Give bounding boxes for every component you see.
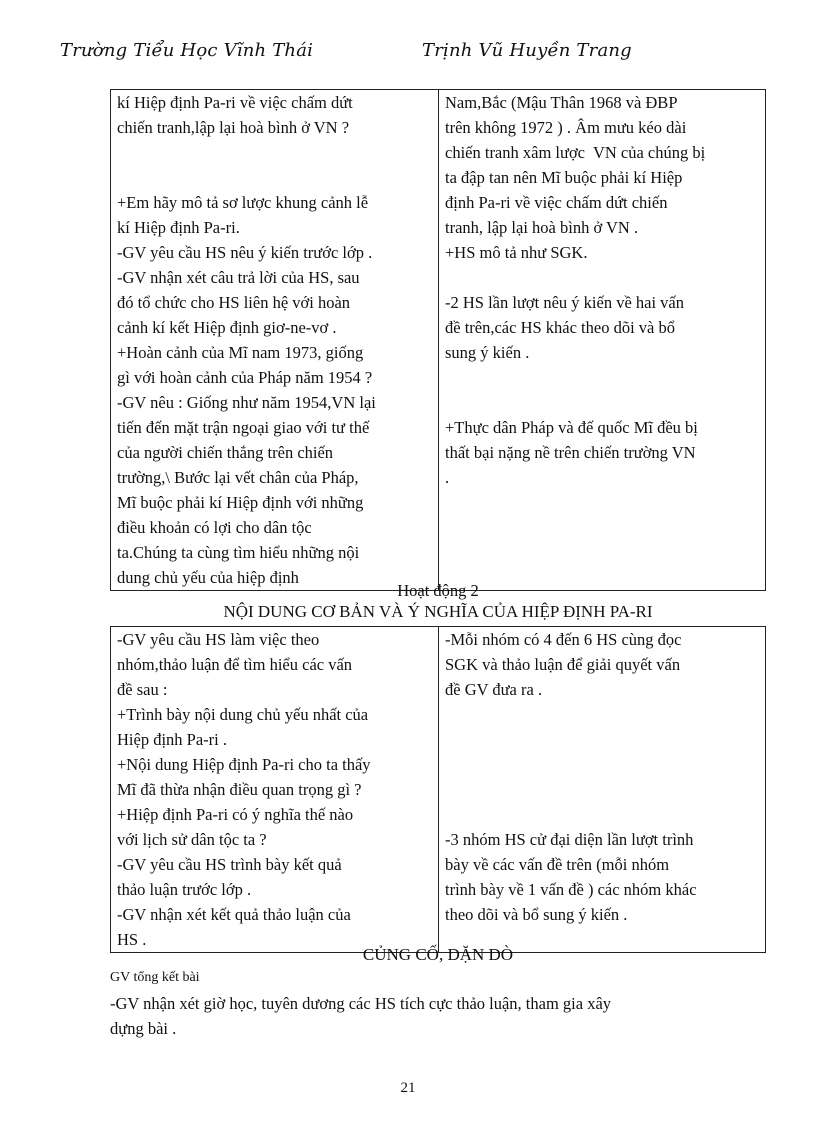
student-column xyxy=(439,90,766,591)
closing-remarks xyxy=(110,991,770,1041)
text-line: điều khoản có lợi cho dân tộc xyxy=(117,518,312,537)
summary-label: GV tổng kết bài xyxy=(110,970,200,985)
text-line: SGK và thảo luận để giải quyết vấn xyxy=(445,655,681,674)
text-line: đề GV đưa ra . xyxy=(445,680,543,699)
text-line: tiến đến mặt trận ngoại giao với tư thế xyxy=(117,418,370,437)
text-line: chiến tranh xâm lược VN của chúng bị xyxy=(445,143,706,162)
text-line: tranh, lập lại hoà bình ở VN . xyxy=(445,218,639,237)
text-line: đề sau : xyxy=(117,680,168,699)
text-line: Mĩ đã thừa nhận điều quan trọng gì ? xyxy=(117,780,362,799)
text-line: -GV yêu cầu HS nêu ý kiến trước lớp . xyxy=(117,243,373,262)
school-name: Trường Tiểu Học Vĩnh Thái xyxy=(60,40,314,61)
text-line: định Pa-ri về việc chấm dứt chiến xyxy=(445,193,668,212)
text-line: ta.Chúng ta cùng tìm hiểu những nội xyxy=(117,543,360,562)
text-line: dựng bài . xyxy=(110,1019,177,1038)
page-number: 21 xyxy=(400,1080,416,1096)
activity-label: Hoạt động 2 xyxy=(397,581,479,600)
text-line: -2 HS lần lượt nêu ý kiến về hai vấn xyxy=(445,293,684,312)
text-line: . xyxy=(445,468,450,487)
text-line: theo dõi và bổ sung ý kiến . xyxy=(445,905,628,924)
text-line: đó tổ chức cho HS liên hệ với hoàn xyxy=(117,293,351,312)
text-line: trên không 1972 ) . Âm mưu kéo dài xyxy=(445,118,687,137)
text-line: sung ý kiến . xyxy=(445,343,530,362)
text-line: nhóm,thảo luận để tìm hiểu các vấn xyxy=(117,655,353,674)
summary-title: CỦNG CỐ, DẶN DÒ xyxy=(362,945,514,964)
text-line: Nam,Bắc (Mậu Thân 1968 và ĐBP xyxy=(445,93,678,112)
activity-title: NỘI DUNG CƠ BẢN VÀ Ý NGHĨA CỦA HIỆP ĐỊNH PA-RI xyxy=(223,602,653,621)
text-line: +Nội dung Hiệp định Pa-ri cho ta thấy xyxy=(117,755,371,774)
text-line xyxy=(445,365,759,390)
activity-1-table xyxy=(110,89,766,591)
text-line xyxy=(445,390,759,415)
text-line xyxy=(117,165,432,190)
text-line: -GV nhận xét kết quả thảo luận của xyxy=(117,905,351,924)
text-line: -3 nhóm HS cử đại diện lần lượt trình xyxy=(445,830,694,849)
text-line: -GV yêu cầu HS trình bày kết quả xyxy=(117,855,342,874)
text-line: gì với hoàn cảnh của Pháp năm 1954 ? xyxy=(117,368,373,387)
table-row xyxy=(111,627,766,953)
text-line xyxy=(445,702,759,727)
text-line xyxy=(117,140,432,165)
text-line: ta đập tan nên Mĩ buộc phải kí Hiệp xyxy=(445,168,683,187)
text-line: với lịch sử dân tộc ta ? xyxy=(117,830,267,849)
teacher-name: Trịnh Vũ Huyền Trang xyxy=(422,40,632,61)
text-line: Hiệp định Pa-ri . xyxy=(117,730,227,749)
text-line: -GV nhận xét giờ học, tuyên dương các HS tích cực thảo luận, tham gia xây xyxy=(110,994,612,1013)
text-line: thảo luận trước lớp . xyxy=(117,880,252,899)
text-line: +Em hãy mô tả sơ lược khung cảnh lễ xyxy=(117,193,369,212)
text-line: -GV yêu cầu HS làm việc theo xyxy=(117,630,320,649)
text-line xyxy=(445,752,759,777)
text-line: HS . xyxy=(117,930,147,949)
text-line: thất bại nặng nề trên chiến trường VN xyxy=(445,443,696,462)
text-line xyxy=(445,727,759,752)
text-line: dung chủ yếu của hiệp định xyxy=(117,568,299,587)
text-line: kí Hiệp định Pa-ri. xyxy=(117,218,240,237)
text-line: của người chiến thắng trên chiến xyxy=(117,443,334,462)
text-line: +Hoàn cảnh của Mĩ nam 1973, giống xyxy=(117,343,364,362)
text-line: bày về các vấn đề trên (mỗi nhóm xyxy=(445,855,670,874)
text-line: -Mỗi nhóm có 4 đến 6 HS cùng đọc xyxy=(445,630,682,649)
text-line: kí Hiệp định Pa-ri về việc chấm dứt xyxy=(117,93,353,112)
text-line: +Hiệp định Pa-ri có ý nghĩa thế nào xyxy=(117,805,354,824)
text-line: trình bày về 1 vấn đề ) các nhóm khác xyxy=(445,880,697,899)
table-row xyxy=(111,90,766,591)
text-line: +HS mô tả như SGK. xyxy=(445,243,588,262)
text-line xyxy=(445,802,759,827)
text-line: +Thực dân Pháp và đế quốc Mĩ đều bị xyxy=(445,418,698,437)
text-line: chiến tranh,lập lại hoà bình ở VN ? xyxy=(117,118,350,137)
text-line xyxy=(445,265,759,290)
text-line xyxy=(445,777,759,802)
text-line: trường,\ Bước lại vết chân của Pháp, xyxy=(117,468,359,487)
text-line: đề trên,các HS khác theo dõi và bổ xyxy=(445,318,676,337)
text-line: -GV nêu : Giống như năm 1954,VN lại xyxy=(117,393,376,412)
text-line: -GV nhận xét câu trả lời của HS, sau xyxy=(117,268,360,287)
teacher-column xyxy=(111,627,439,953)
student-column xyxy=(439,627,766,953)
activity-2-table xyxy=(110,626,766,953)
text-line: +Trình bày nội dung chủ yếu nhất của xyxy=(117,705,369,724)
text-line: Mĩ buộc phải kí Hiệp định với những xyxy=(117,493,364,512)
text-line: cảnh kí kết Hiệp định giơ-ne-vơ . xyxy=(117,318,337,337)
teacher-column xyxy=(111,90,439,591)
